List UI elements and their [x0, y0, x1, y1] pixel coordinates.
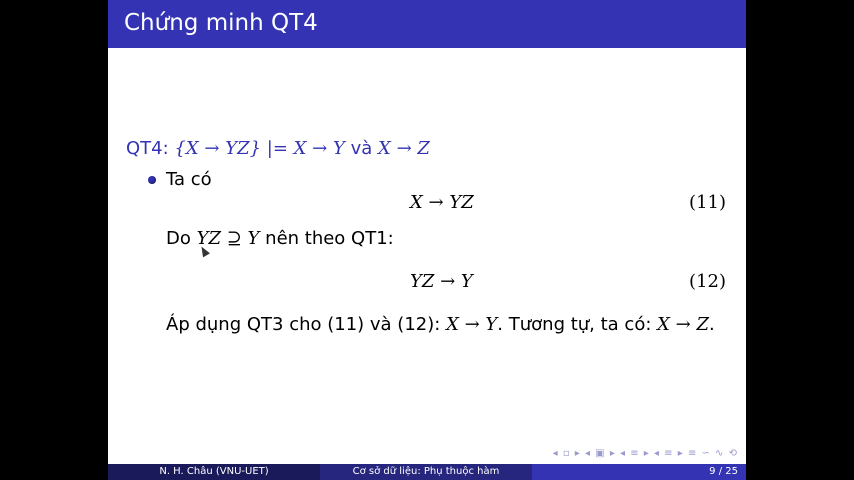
equation-2-number: (12): [689, 271, 726, 292]
statement-formula-2: X → Z: [378, 138, 430, 159]
footer-author: N. H. Châu (VNU-UET): [108, 464, 320, 480]
conclusion: [166, 314, 715, 335]
footer-title: Cơ sở dữ liệu: Phụ thuộc hàm: [320, 464, 532, 480]
line-2-formula: YZ ⊇ Y: [196, 228, 260, 249]
conclusion-formula-2: X → Z: [657, 314, 709, 335]
conclusion-text-2: . Tương tự, ta có:: [497, 314, 652, 335]
statement-label: QT4:: [126, 138, 169, 159]
equation-1-number: (11): [689, 192, 726, 213]
line-2-suffix: nên theo QT1:: [265, 228, 394, 249]
footer-page: [532, 464, 746, 480]
bullet-text: Ta có: [166, 169, 212, 190]
slide-title: Chứng minh QT4: [124, 10, 318, 36]
beamer-navigation[interactable]: ◂ ▫ ▸ ◂ ▣ ▸ ◂ ≡ ▸ ◂ ≡ ▸ ≡ ∽ ∿ ⟲: [552, 448, 738, 459]
conclusion-end: .: [709, 314, 715, 335]
line-2-prefix: Do: [166, 228, 191, 249]
equation-2: YZ → Y: [410, 271, 473, 292]
footer: [108, 464, 746, 480]
conclusion-formula-1: X → Y: [446, 314, 498, 335]
conclusion-text-1: Áp dụng QT3 cho (11) và (12):: [166, 314, 441, 335]
page-number: 9 / 25: [709, 466, 738, 477]
theorem-statement: [126, 138, 430, 159]
statement-connector: và: [350, 138, 373, 159]
line-2: [166, 228, 394, 249]
slide: [108, 0, 746, 480]
equation-1: X → YZ: [410, 192, 474, 213]
title-bar: [108, 0, 746, 48]
bullet-icon: [148, 176, 156, 184]
statement-formula: {X → YZ} |= X → Y: [174, 138, 345, 159]
